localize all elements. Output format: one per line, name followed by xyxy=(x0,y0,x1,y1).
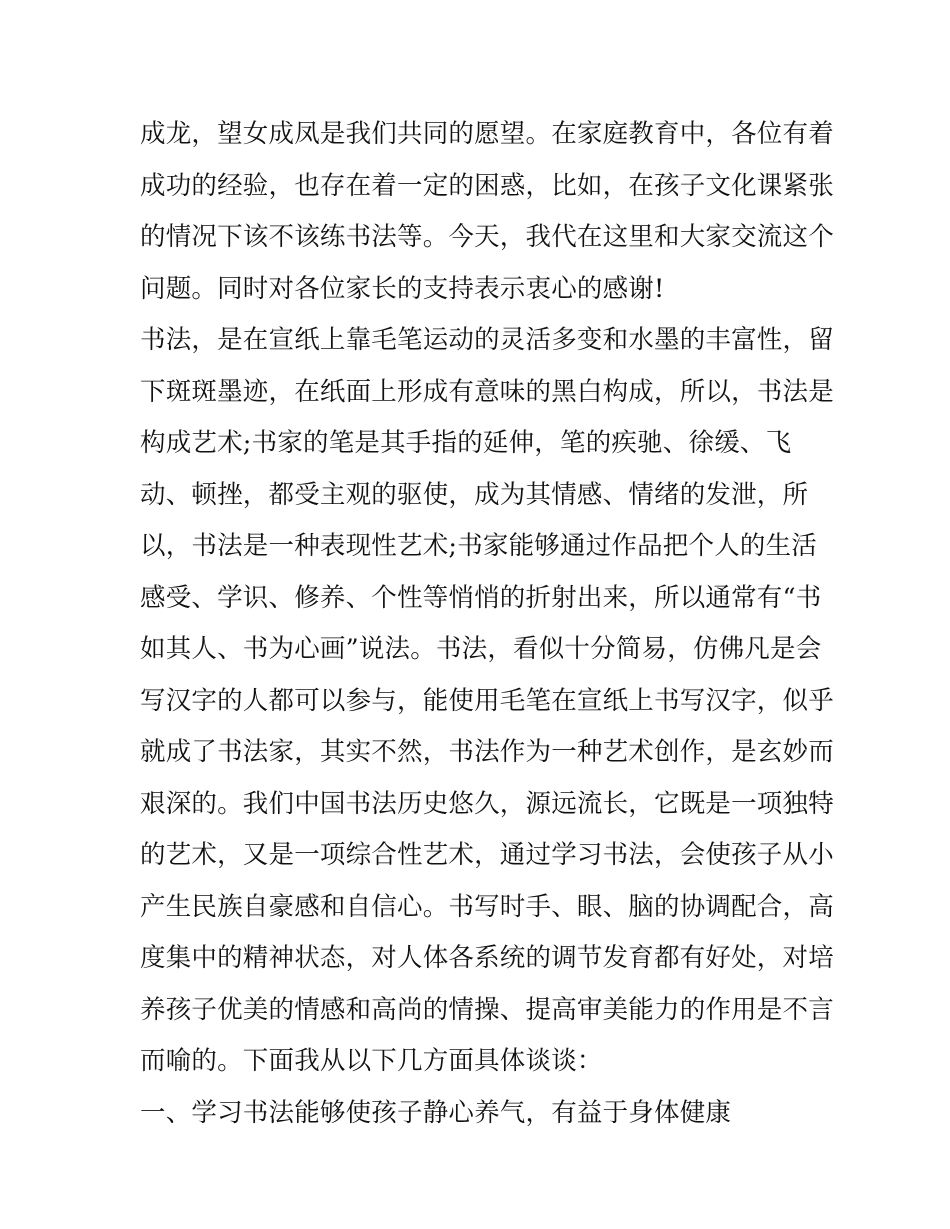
text-line: 艰深的。我们中国书法历史悠久，源远流长，它既是一项独特 xyxy=(140,788,834,819)
body-text xyxy=(140,109,834,1139)
section-heading: 一、学习书法能够使孩子静心养气，有益于身体健康 xyxy=(140,1097,732,1128)
text-line: 写汉字的人都可以参与，能使用毛笔在宣纸上书写汉字，似乎 xyxy=(140,685,834,716)
text-line: 养孩子优美的情感和高尚的情操、提高审美能力的作用是不言 xyxy=(140,994,834,1025)
text-line: 以，书法是一种表现性艺术;书家能够通过作品把个人的生活 xyxy=(140,531,817,561)
text-line: 产生民族自豪感和自信心。书写时手、眼、脑的协调配合，高 xyxy=(140,891,834,922)
text-line: 如其人、书为心画”说法。书法，看似十分简易，仿佛凡是会 xyxy=(140,634,822,664)
text-line: 感受、学识、修养、个性等悄悄的折射出来，所以通常有“书 xyxy=(140,582,822,613)
text-line: 而喻的。下面我从以下几方面具体谈谈： xyxy=(140,1046,603,1076)
text-line: 问题。同时对各位家长的支持表示衷心的感谢! xyxy=(140,273,665,304)
text-line: 就成了书法家，其实不然，书法作为一种艺术创作，是玄妙而 xyxy=(140,737,834,767)
text-line: 成功的经验，也存在着一定的困惑，比如，在孩子文化课紧张 xyxy=(140,170,834,201)
text-line: 书法，是在宣纸上靠毛笔运动的灵活多变和水墨的丰富性，留 xyxy=(140,325,834,355)
text-line: 的艺术，又是一项综合性艺术，通过学习书法，会使孩子从小 xyxy=(140,840,834,870)
text-line: 构成艺术;书家的笔是其手指的延伸，笔的疾驰、徐缓、飞 xyxy=(140,428,792,458)
text-line: 成龙，望女成凤是我们共同的愿望。在家庭教育中，各位有着 xyxy=(140,119,834,149)
text-line: 度集中的精神状态，对人体各系统的调节发育都有好处，对培 xyxy=(140,943,834,973)
text-line: 动、顿挫，都受主观的驱使，成为其情感、情绪的发泄，所 xyxy=(140,479,809,510)
text-line: 的情况下该不该练书法等。今天，我代在这里和大家交流这个 xyxy=(140,222,834,252)
text-line: 下斑斑墨迹，在纸面上形成有意味的黑白构成，所以，书法是 xyxy=(140,376,834,407)
